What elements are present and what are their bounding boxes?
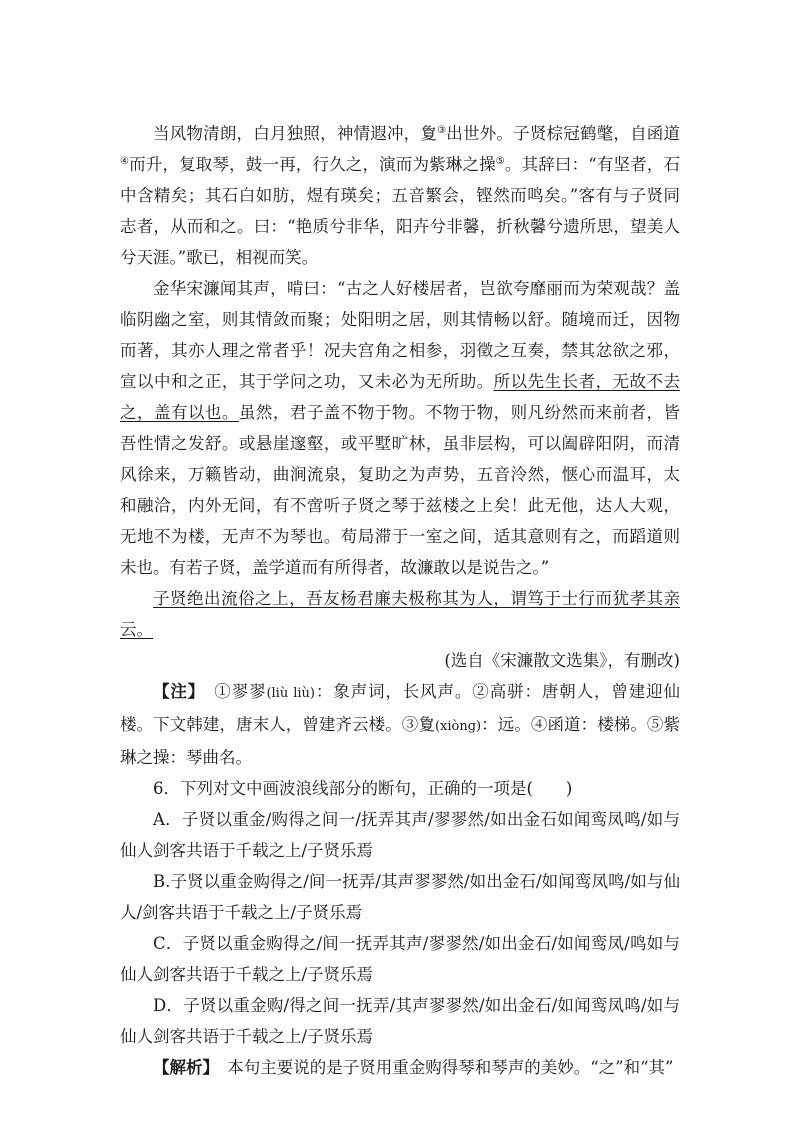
footnote-ref: ③ — [437, 125, 447, 136]
text: 当风物清朗，白月独照，神情遐冲，夐 — [153, 124, 438, 143]
text: ①翏翏 — [196, 682, 267, 701]
document-page — [120, 118, 680, 1083]
text: ：象声词，长风声。②高骈：唐朝人，曾建迎仙楼。下文韩建，唐末人，曾建齐云楼。③夐 — [120, 682, 681, 734]
text: 金华宋濂闻其声，啃曰：“古之人好楼居者，岂欲夸靡丽而为荣观哉？盖临阴幽之室，则其情敛而聚；处阳明之居，则其情畅以舒。随境而迁，因物而著，其亦人理之常者乎！况夫宫角之相参，羽徵之互奏，禁其忿欲之邪，宣以中和之正，其于学问之功，又未必为无所助。 — [120, 279, 680, 391]
text: 本句主要说的是子贤用重金购得琴和琴声的美妙。“之”和“其” — [210, 1058, 674, 1077]
text: ：远。④函道：楼梯。⑤紫琳之操：琴曲名。 — [120, 715, 681, 767]
text: 。其辞曰：“有坚者，石中含精矣；其石白如肪，煜有瑛矣；五音繁会，铿然而鸣矣。”客有与子贤同志者，从而和之。曰：“艳质兮非华，阳卉兮非馨，折秋馨兮遗所思，望美人兮天涯。”歌已，相视而笑。 — [120, 155, 681, 267]
notes — [120, 676, 680, 773]
paragraph-2 — [120, 273, 680, 583]
source-citation: (选自《宋濂散文选集》，有删改) — [444, 651, 680, 670]
text: 出世外。子贤棕冠鹤氅，自函道 — [446, 124, 681, 143]
pinyin: (liù liù) — [266, 686, 315, 701]
paragraph-1 — [120, 118, 680, 273]
text: 虽然，君子盖不物于物。不物于物，则凡纷然而来前者，皆吾性情之发舒。或悬崖邃壑，或平墅旷林，虽非层构，可以阖辟阳阴，而清风徐来，万籁皆动，曲涧流泉，复助之为声势，五音泠然，惬心而温耳，太和融洽，内外无间，有不啻听子贤之琴于兹楼之上矣！此无他，达人大观，无地不为楼，无声不为琴也。苟局滞于一室之间，适其意则有之，而蹈道则未也。有若子贤，盖学道而有所得者，故濂敢以是说告之。” — [120, 403, 680, 577]
question-6: 6．下列对文中画波浪线部分的断句，正确的一项是( ) — [153, 779, 573, 798]
note-label: 【注】 — [153, 682, 197, 701]
footnote-ref: ④ — [120, 156, 130, 167]
underlined-sentence: 子贤绝出流俗之上，吾友杨君廉夫极称其为人，谓笃于士行而犹孝其亲云。 — [120, 589, 680, 639]
text: 而升，复取琴，鼓一再，行久之，演而为紫琳之操 — [129, 155, 496, 174]
analysis-label: 【解析】 — [153, 1058, 211, 1077]
paragraph-3 — [120, 583, 680, 645]
pinyin: (xiòng) — [434, 719, 482, 734]
option-b: B.子贤以重金购得之/间一抚弄/其声翏翏然/如出金石/如闻鸾凤鸣/如与仙人/剑客共语于千载之上/子贤乐焉 — [120, 872, 680, 922]
option-d: D．子贤以重金购/得之间一抚弄/其声翏翏然/如出金石/如闻鸾凤鸣/如与仙人剑客共语于千载之上/子贤乐焉 — [120, 996, 680, 1046]
analysis — [120, 1052, 680, 1083]
footnote-ref: ⑤ — [495, 156, 505, 167]
option-c: C．子贤以重金购得之/间一抚弄其声/翏翏然/如出金石/如闻鸾凤/鸣如与仙人剑客共语于千载之上/子贤乐焉 — [120, 934, 680, 984]
option-a: A．子贤以重金/购得之间一/抚弄其声/翏翏然/如出金石如闻鸾凤鸣/如与仙人剑客共语于千载之上/子贤乐焉 — [120, 810, 680, 860]
underlined-sentence: 所以先生长者，无故不去之，盖有以也。 — [120, 372, 680, 422]
